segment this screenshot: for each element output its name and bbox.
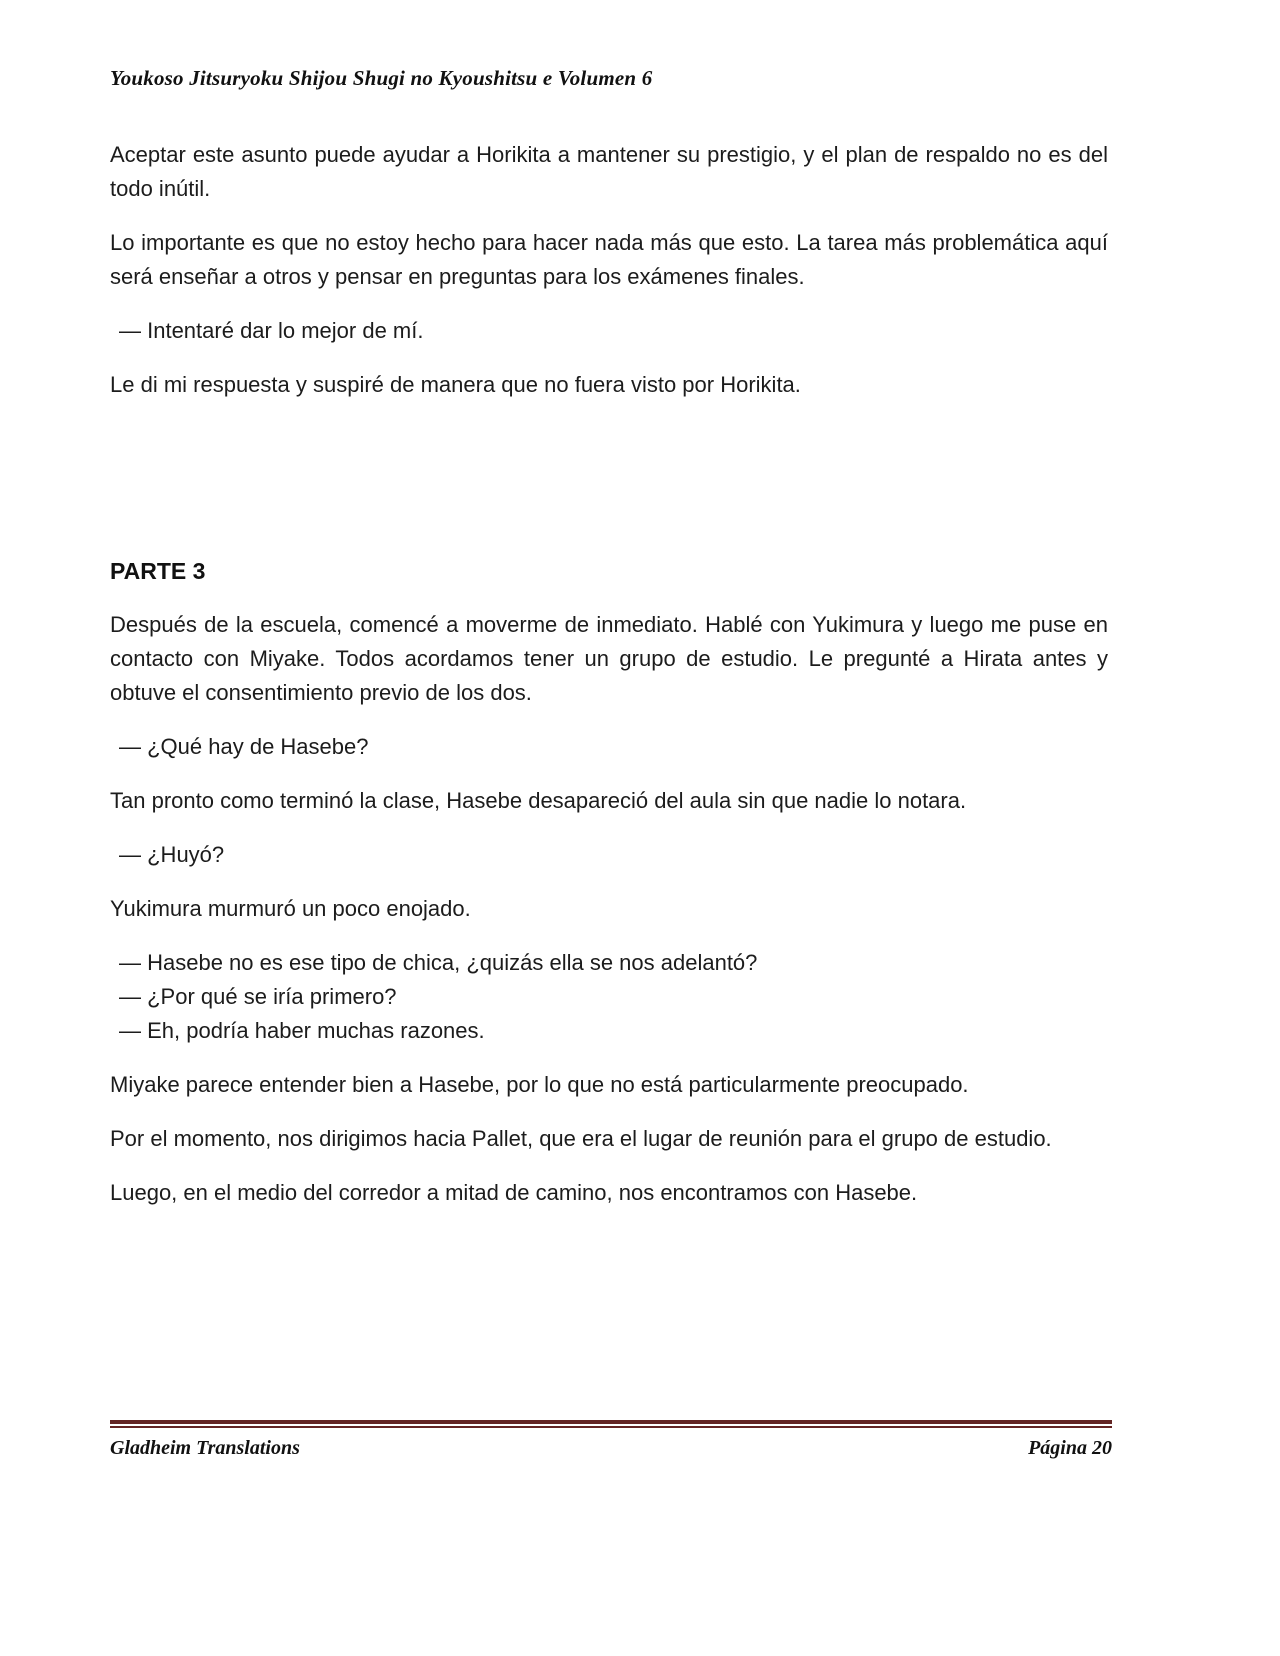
page-header bbox=[110, 66, 1108, 91]
paragraph: Le di mi respuesta y suspiré de manera que no fuera visto por Horikita. bbox=[110, 372, 801, 397]
paragraph: Luego, en el medio del corredor a mitad de camino, nos encontramos con Hasebe. bbox=[110, 1180, 918, 1205]
paragraph: Por el momento, nos dirigimos hacia Pallet, que era el lugar de reunión para el grupo de estudio. bbox=[110, 1126, 1052, 1151]
footer-page-number: Página 20 bbox=[1028, 1437, 1112, 1459]
paragraph: Tan pronto como terminó la clase, Hasebe desapareció del aula sin que nadie lo notara. bbox=[110, 788, 967, 813]
footer-rule-thick bbox=[110, 1420, 1112, 1424]
paragraph: Lo importante es que no estoy hecho para hacer nada más que esto. La tarea más problemática aquí será enseñar a otros y pensar en preguntas para los exámenes finales. bbox=[110, 230, 1108, 289]
dialogue-group bbox=[110, 946, 1108, 1048]
document-body bbox=[110, 138, 1108, 1230]
page-footer bbox=[110, 1420, 1112, 1460]
footer-translator-credit: Gladheim Translations bbox=[110, 1437, 300, 1459]
paragraph: Después de la escuela, comencé a moverme de inmediato. Hablé con Yukimura y luego me puse en contacto con Miyake. Todos acordamos tener un grupo de estudio. Le pregunté a Hirata antes y obtuve el consentimiento previo de los dos. bbox=[110, 612, 1108, 705]
footer-rule-thin bbox=[110, 1426, 1112, 1428]
paragraph: Yukimura murmuró un poco enojado. bbox=[110, 896, 471, 921]
paragraph: Miyake parece entender bien a Hasebe, por lo que no está particularmente preocupado. bbox=[110, 1072, 969, 1097]
paragraph: Aceptar este asunto puede ayudar a Horikita a mantener su prestigio, y el plan de respaldo no es del todo inútil. bbox=[110, 142, 1108, 201]
dialogue-line: — ¿Qué hay de Hasebe? bbox=[119, 734, 369, 759]
footer-row bbox=[110, 1437, 1112, 1460]
dialogue-line: — ¿Huyó? bbox=[119, 842, 225, 867]
dialogue-line: — Hasebe no es ese tipo de chica, ¿quizás ella se nos adelantó? bbox=[119, 950, 758, 975]
section-heading: PARTE 3 bbox=[110, 558, 206, 584]
dialogue-line: — ¿Por qué se iría primero? bbox=[119, 984, 397, 1009]
dialogue-line: — Intentaré dar lo mejor de mí. bbox=[119, 318, 424, 343]
header-title: Youkoso Jitsuryoku Shijou Shugi no Kyoushitsu e Volumen 6 bbox=[110, 66, 653, 90]
dialogue-line: — Eh, podría haber muchas razones. bbox=[119, 1018, 485, 1043]
